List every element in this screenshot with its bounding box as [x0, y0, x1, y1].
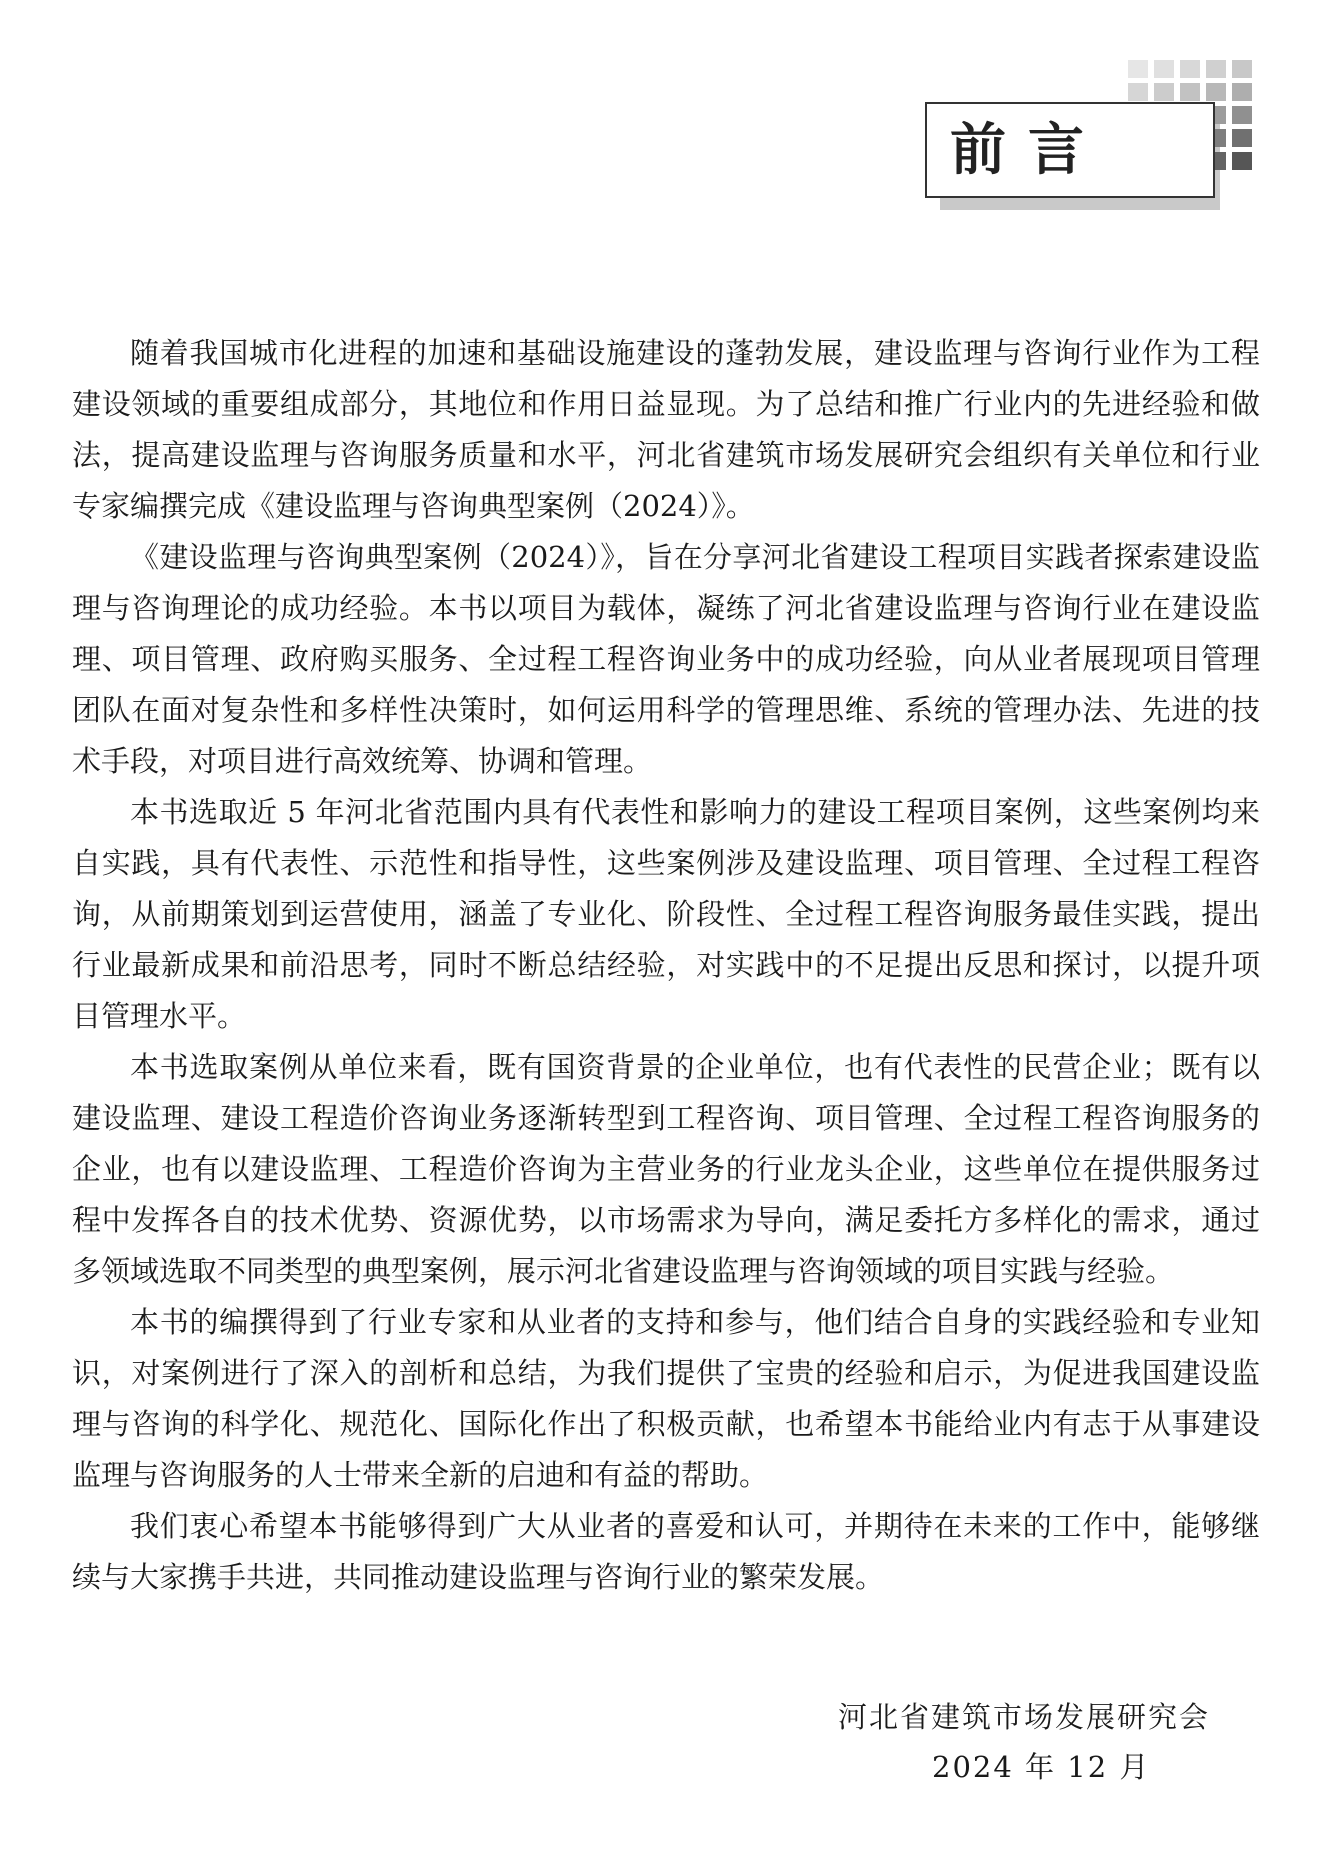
paragraph: 本书选取案例从单位来看，既有国资背景的企业单位，也有代表性的民营企业；既有以建设监理、建设工程造价咨询业务逐渐转型到工程咨询、项目管理、全过程工程咨询服务的企业，也有以建设监理、工程造价咨询为主营业务的行业龙头企业，这些单位在提供服务过程中发挥各自的技术优势、资源优势，以市场需求为导向，满足委托方多样化的需求，通过多领域选取不同类型的典型案例，展示河北省建设监理与咨询领域的项目实践与经验。 [72, 1050, 1260, 1288]
grid-square [1180, 60, 1200, 78]
paragraph: 本书选取近 5 年河北省范围内具有代表性和影响力的建设工程项目案例，这些案例均来自实践，具有代表性、示范性和指导性，这些案例涉及建设监理、项目管理、全过程工程咨询，从前期策划到运营使用，涵盖了专业化、阶段性、全过程工程咨询服务最佳实践，提出行业最新成果和前沿思考，同时不断总结经验，对实践中的不足提出反思和探讨，以提升项目管理水平。 [72, 795, 1260, 1033]
grid-square [1154, 83, 1174, 101]
page-title: 前言 [950, 117, 1106, 183]
grid-square [1128, 60, 1148, 78]
grid-square [1154, 60, 1174, 78]
chapter-header [0, 0, 1342, 230]
paragraph: 我们衷心希望本书能够得到广大从业者的喜爱和认可，并期待在未来的工作中，能够继续与大家携手共进，共同推动建设监理与咨询行业的繁荣发展。 [72, 1509, 1260, 1594]
grid-square [1232, 60, 1252, 78]
grid-square [1206, 83, 1226, 101]
paragraph: 本书的编撰得到了行业专家和从业者的支持和参与，他们结合自身的实践经验和专业知识，对案例进行了深入的剖析和总结，为我们提供了宝贵的经验和启示，为促进我国建设监理与咨询的科学化、规范化、国际化作出了积极贡献，也希望本书能给业内有志于从事建设监理与咨询服务的人士带来全新的启迪和有益的帮助。 [72, 1305, 1260, 1492]
grid-square [1232, 129, 1252, 147]
preface-body [72, 328, 1260, 1603]
grid-square [1206, 60, 1226, 78]
grid-square [1128, 83, 1148, 101]
signature-organization: 河北省建筑市场发展研究会 [838, 1700, 1211, 1734]
grid-square [1232, 106, 1252, 124]
paragraph: 《建设监理与咨询典型案例（2024）》，旨在分享河北省建设工程项目实践者探索建设监理与咨询理论的成功经验。本书以项目为载体，凝练了河北省建设监理与咨询行业在建设监理、项目管理、政府购买服务、全过程工程咨询业务中的成功经验，向从业者展现项目管理团队在面对复杂性和多样性决策时，如何运用科学的管理思维、系统的管理办法、先进的技术手段，对项目进行高效统筹、协调和管理。 [72, 540, 1260, 778]
grid-square [1180, 83, 1200, 101]
paragraph: 随着我国城市化进程的加速和基础设施建设的蓬勃发展，建设监理与咨询行业作为工程建设领域的重要组成部分，其地位和作用日益显现。为了总结和推广行业内的先进经验和做法，提高建设监理与咨询服务质量和水平，河北省建筑市场发展研究会组织有关单位和行业专家编撰完成《建设监理与咨询典型案例（2024）》。 [72, 336, 1260, 523]
grid-square [1232, 83, 1252, 101]
signature-date: 2024 年 12 月 [932, 1750, 1151, 1784]
signature-block [780, 1692, 1220, 1792]
grid-square [1232, 152, 1252, 170]
